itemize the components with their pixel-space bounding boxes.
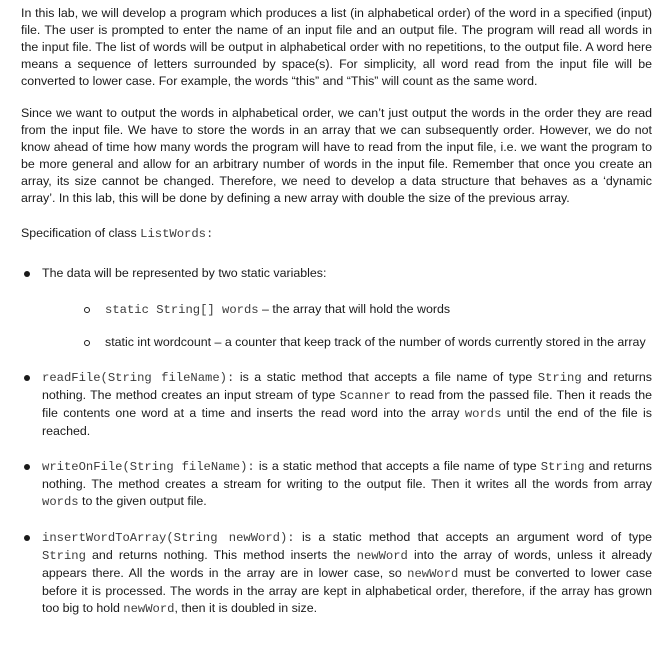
list-item-data xyxy=(21,265,652,351)
bullet-icon xyxy=(24,535,30,541)
readfile-text-4: until the end of the file is reached. xyxy=(42,406,652,438)
insertword-signature: insertWordToArray(String newWord): xyxy=(42,531,295,545)
data-item-text: The data will be represented by two static variables: xyxy=(42,266,327,280)
writeonfile-text-3: to the given output file. xyxy=(78,494,207,508)
list-item-writeonfile xyxy=(21,458,652,511)
dynamic-array-paragraph: Since we want to output the words in alphabetical order, we can’t just output the words in the order they are read from the input file. We have to store the words in an array that we can subsequently order. However, we do not know ahead of time how many words the program will have to read from the input file, i.e. we want the program to be more general and allow for an arbitrary number of words in the input file. Remember that once you create an array, its size cannot be changed. Therefore, we need to develop a data structure that behaves as a ‘dynamic array’. In this lab, this will be done by defining a new array with double the size of the previous array. xyxy=(21,106,652,205)
writeonfile-code-1: String xyxy=(540,460,585,474)
circle-bullet-icon xyxy=(84,340,90,346)
readfile-code-2: Scanner xyxy=(339,389,391,403)
variables-sublist xyxy=(42,301,652,351)
words-var-code: static String[] words xyxy=(105,303,259,317)
sublist-item-words xyxy=(42,301,652,319)
writeonfile-signature: writeOnFile(String fileName): xyxy=(42,460,255,474)
bullet-icon xyxy=(24,464,30,470)
readfile-signature: readFile(String fileName): xyxy=(42,371,235,385)
bullet-icon xyxy=(24,271,30,277)
writeonfile-text-2: and returns nothing. The method creates a stream for writing to the output file. Then it writes all the words from array xyxy=(42,459,652,491)
writeonfile-text-1: is a static method that accepts a file name of type xyxy=(254,459,541,473)
words-var-desc: – the array that will hold the words xyxy=(258,302,451,316)
specification-list xyxy=(21,265,652,618)
readfile-text-1: is a static method that accepts a file name of type xyxy=(234,370,538,384)
bullet-icon xyxy=(24,375,30,381)
intro-paragraph: In this lab, we will develop a program which produces a list (in alphabetical order) of the word in a specified (input) file. The user is prompted to enter the name of an input file and an output file. The program will read all words in the input file. The list of words will be output in alphabetical order with no repetitions, to the output file. A word here means a sequence of letters surrounded by space(s). For simplicity, all word read from the input file will be converted to lower case. For example, the words “this” and “This” will count as the same word. xyxy=(21,6,652,88)
insertword-text-1: is a static method that accepts an argument word of type xyxy=(294,530,652,544)
insertword-text-4: must be converted to lower case before it is processed. The words in the array are kept in alphabetical order, therefore, if the array has grown too big to hold xyxy=(42,566,652,615)
list-item-insertword xyxy=(21,529,652,618)
circle-bullet-icon xyxy=(84,307,90,313)
insertword-text-5: , then it is doubled in size. xyxy=(174,601,318,615)
insertword-code-2: newWord xyxy=(356,549,408,563)
specification-text: Specification of class xyxy=(21,226,141,240)
insertword-text-3: into the array of words, unless it already appears there. All the words in the array are in lower case, so xyxy=(42,548,652,580)
sublist-item-wordcount xyxy=(42,334,652,351)
insertword-text-2: and returns nothing. This method inserts the xyxy=(85,548,357,562)
insertword-code-4: newWord xyxy=(123,602,175,616)
insertword-code-1: String xyxy=(42,549,86,563)
readfile-code-3: words xyxy=(464,407,502,421)
wordcount-var-text: static int wordcount – a counter that keep track of the number of words currently stored in the array xyxy=(105,335,646,349)
readfile-text-2: and returns nothing. The method creates an input stream of type xyxy=(42,370,653,402)
insertword-code-3: newWord xyxy=(407,567,459,581)
class-name-code: ListWords: xyxy=(140,227,214,241)
readfile-text-3: to read from the passed file. Then it reads the file contents one word at a time and inserts the read word into the array xyxy=(42,388,653,420)
writeonfile-code-2: words xyxy=(42,495,79,509)
readfile-code-1: String xyxy=(537,371,582,385)
list-item-readfile xyxy=(21,369,652,440)
specification-heading xyxy=(21,225,652,243)
